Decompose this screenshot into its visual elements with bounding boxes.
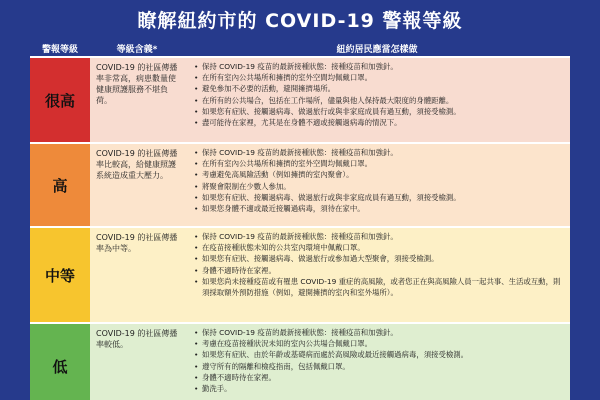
list-item: • 考慮避免高風險活動（例如擁擠的室內聚會）。 <box>202 169 570 180</box>
action-list <box>184 144 570 226</box>
list-item: • 將聚會限制在少數人參加。 <box>202 181 570 192</box>
alert-level-table <box>30 40 570 400</box>
list-item: • 遵守所有的隔離和檢疫指南，包括佩戴口罩。 <box>202 361 570 372</box>
list-item: • 避免參加不必要的活動，避開擁擠場所。 <box>202 83 570 94</box>
level-description: COVID-19 的社區傳播率比較高，給健康照護系統造成重大壓力。 <box>90 144 184 226</box>
list-item: • 身體不適時待在家裡。 <box>202 372 570 383</box>
list-item: • 在所有室內公共場所和擁擠的室外空間均佩戴口罩。 <box>202 72 570 83</box>
level-row-medium <box>30 226 570 322</box>
header-actions: 紐約居民應當怎樣做 <box>336 44 418 55</box>
level-label: 高 <box>30 144 90 226</box>
list-item: • 如果您尚未接種疫苗或有罹患 COVID-19 重症的高風險，或者您正在與高風險人員一起共事、生活或互動，則須採取額外預防措施（例如，避開擁擠的室內和室外場所）。 <box>202 276 570 298</box>
list-item: • 保持 COVID-19 疫苗的最新接種狀態：接種疫苗和加強針。 <box>202 61 570 72</box>
list-item: • 考慮在疫苗接種狀況未知的室內公共場合佩戴口罩。 <box>202 338 570 349</box>
list-item: • 保持 COVID-19 疫苗的最新接種狀態：接種疫苗和加強針。 <box>202 147 570 158</box>
level-label: 低 <box>30 324 90 400</box>
action-list <box>184 228 570 322</box>
list-item: • 勤洗手。 <box>202 383 570 394</box>
level-row-low <box>30 322 570 400</box>
action-list <box>184 324 570 400</box>
list-item: • 在所有室內公共場所和擁擠的室外空間均佩戴口罩。 <box>202 158 570 169</box>
list-item: • 如果您有症狀、接觸過病毒、做過旅行或與非家庭成員有過互動，須接受檢測。 <box>202 192 570 203</box>
page-title: 瞭解紐約市的 COVID-19 警報等級 <box>137 9 463 32</box>
list-item: • 如果您有症狀、接觸過病毒、做過旅行或與非家庭成員有過互動，須接受檢測。 <box>202 106 570 117</box>
list-item: • 如果您有症狀、接觸過病毒、做過旅行或參加過大型聚會，須接受檢測。 <box>202 253 570 264</box>
level-row-very-high <box>30 56 570 142</box>
list-item: • 盡可能待在家裡，尤其是在身體不適或接觸過病毒的情況下。 <box>202 117 570 128</box>
list-item: • 如果您身體不適或最近接觸過病毒，須待在家中。 <box>202 203 570 214</box>
header-level: 警報等級 <box>41 44 78 55</box>
list-item: • 保持 COVID-19 疫苗的最新接種狀態：接種疫苗和加強針。 <box>202 327 570 338</box>
table-header <box>30 40 570 56</box>
header-meaning: 等級含義* <box>116 44 158 55</box>
level-row-high <box>30 142 570 226</box>
list-item: • 身體不適時待在家裡。 <box>202 265 570 276</box>
list-item: • 在疫苗接種狀態未知的公共室內環境中佩戴口罩。 <box>202 242 570 253</box>
level-label: 很高 <box>30 58 90 142</box>
level-description: COVID-19 的社區傳播率為中等。 <box>90 228 184 322</box>
action-list <box>184 58 570 142</box>
level-description: COVID-19 的社區傳播率非常高，病患數量使健康照護服務不堪負荷。 <box>90 58 184 142</box>
level-description: COVID-19 的社區傳播率較低。 <box>90 324 184 400</box>
list-item: • 如果您有症狀、由於年齡或基礎病而處於高風險或最近接觸過病毒，須接受檢測。 <box>202 349 570 360</box>
level-label: 中等 <box>30 228 90 322</box>
list-item: • 在所有的公共場合，包括在工作場所，儘量與他人保持最大限度的身體距離。 <box>202 95 570 106</box>
list-item: • 保持 COVID-19 疫苗的最新接種狀態：接種疫苗和加強針。 <box>202 231 570 242</box>
